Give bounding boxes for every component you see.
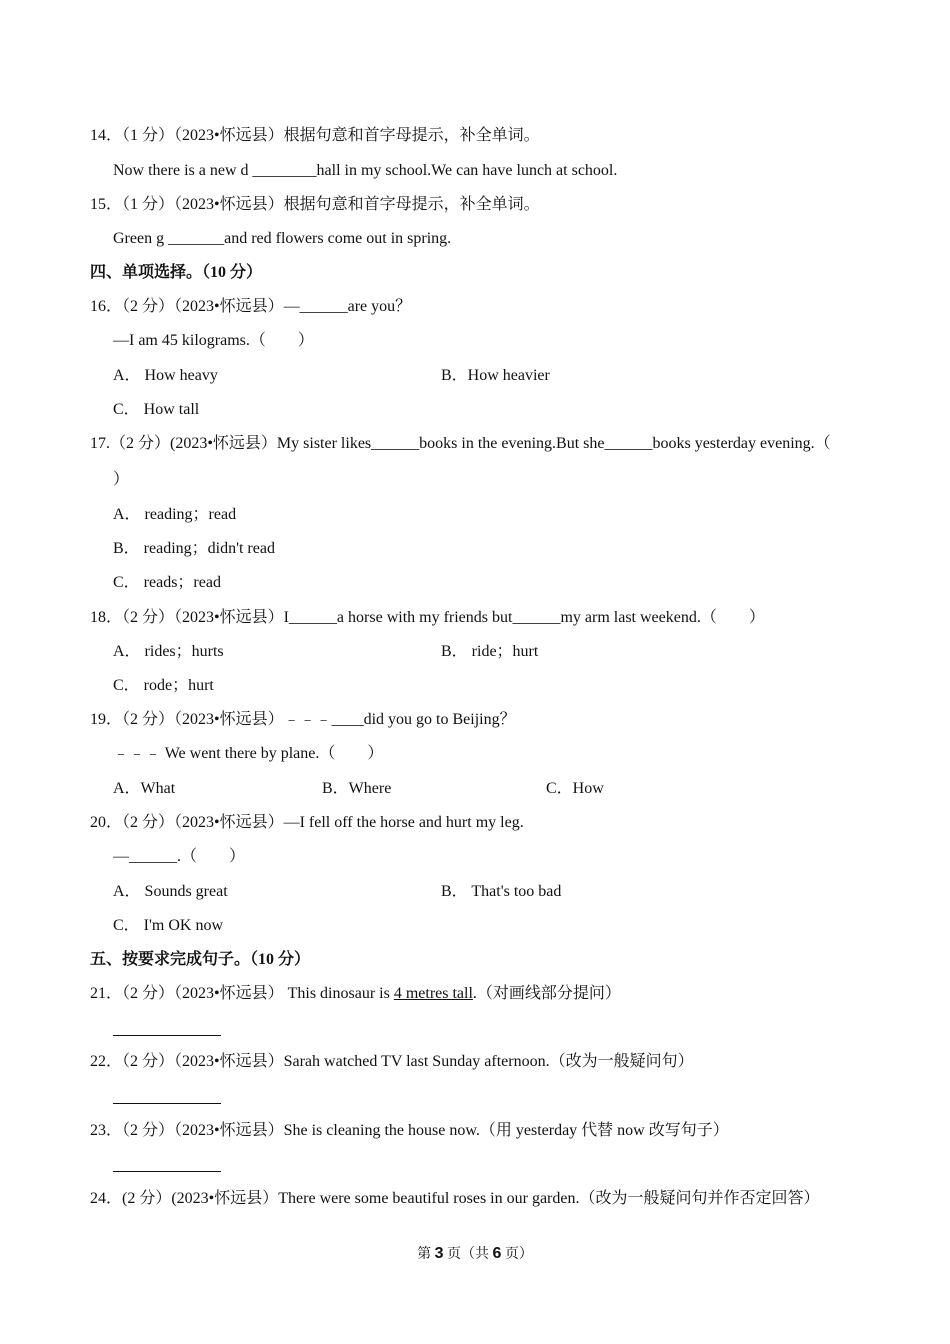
question-22-answer-line[interactable] (113, 1103, 221, 1104)
question-20-stem: 20．（2 分）（2023•怀远县）—I fell off the horse and hurt my leg. (90, 814, 524, 831)
question-15-stem: 15．（1 分）（2023•怀远县）根据句意和首字母提示，补全单词。 (90, 196, 540, 213)
question-14-body: Now there is a new d ________hall in my school.We can have lunch at school. (113, 162, 618, 179)
question-19-line2: ﹣﹣﹣ We went there by plane.（ ） (113, 745, 384, 762)
question-16-option-c: C． How tall (113, 401, 200, 418)
section-5-heading: 五、按要求完成句子。（10 分） (90, 951, 311, 968)
page-footer (0, 1244, 950, 1265)
question-21-stem-prefix: 21．（2 分）（2023•怀远县） This dinosaur is (90, 985, 394, 1002)
question-17-stem-continuation: ） (113, 471, 130, 488)
question-18-option-a: A． rides；hurts (113, 643, 224, 660)
question-14-stem: 14．（1 分）（2023•怀远县）根据句意和首字母提示，补全单词。 (90, 127, 540, 144)
question-20-line2: —______.（ ） (113, 848, 246, 865)
question-20-option-b: B． That's too bad (441, 883, 562, 900)
question-19-stem: 19．（2 分）（2023•怀远县）﹣﹣﹣____did you go to Beijing？ (90, 711, 516, 728)
question-19-option-c: C．How (546, 780, 604, 797)
question-22-stem: 22．（2 分）（2023•怀远县）Sarah watched TV last Sunday afternoon.（改为一般疑问句） (90, 1053, 694, 1070)
question-16-line2: —I am 45 kilograms.（ ） (113, 332, 314, 349)
question-18-option-b: B． ride；hurt (441, 643, 539, 660)
question-16-option-b: B．How heavier (441, 367, 550, 384)
section-4-heading: 四、单项选择。（10 分） (90, 264, 263, 281)
footer-total-pages: 6 (492, 1245, 502, 1262)
question-18-option-c: C． rode；hurt (113, 677, 214, 694)
question-20-option-c: C． I'm OK now (113, 917, 223, 934)
question-20-option-a: A． Sounds great (113, 883, 228, 900)
question-19-option-b: B．Where (322, 780, 392, 797)
footer-middle: 页（共 (443, 1247, 493, 1262)
question-18-stem: 18．（2 分）（2023•怀远县）I______a horse with my friends but______my arm last weekend.（ ） (90, 609, 765, 626)
footer-page-number: 3 (434, 1245, 444, 1262)
question-21-answer-line[interactable] (113, 1035, 221, 1036)
question-16-option-a: A． How heavy (113, 367, 218, 384)
question-17-stem: 17.（2 分）(2023•怀远县）My sister likes______books in the evening.But she______books yesterday evening.（ (90, 435, 831, 452)
question-21-stem (90, 984, 621, 1004)
question-15-body: Green g _______and red flowers come out in spring. (113, 230, 452, 247)
question-17-option-b: B． reading；didn't read (113, 540, 275, 557)
footer-prefix: 第 (417, 1247, 435, 1262)
question-19-option-a: A．What (113, 780, 176, 797)
footer-suffix: 页） (501, 1247, 533, 1262)
question-17-option-a: A． reading；read (113, 506, 237, 523)
question-24-stem: 24．(2 分）(2023•怀远县）There were some beautiful roses in our garden.（改为一般疑问句并作否定回答） (90, 1190, 820, 1207)
question-21-instruction: .（对画线部分提问） (472, 985, 621, 1002)
question-16-stem: 16．（2 分）（2023•怀远县）—______are you？ (90, 298, 412, 315)
question-23-stem: 23．（2 分）（2023•怀远县）She is cleaning the house now.（用 yesterday 代替 now 改写句子） (90, 1122, 729, 1139)
question-21-underlined-phrase: 4 metres tall (393, 985, 473, 1002)
question-17-option-c: C． reads；read (113, 574, 221, 591)
question-23-answer-line[interactable] (113, 1171, 221, 1172)
